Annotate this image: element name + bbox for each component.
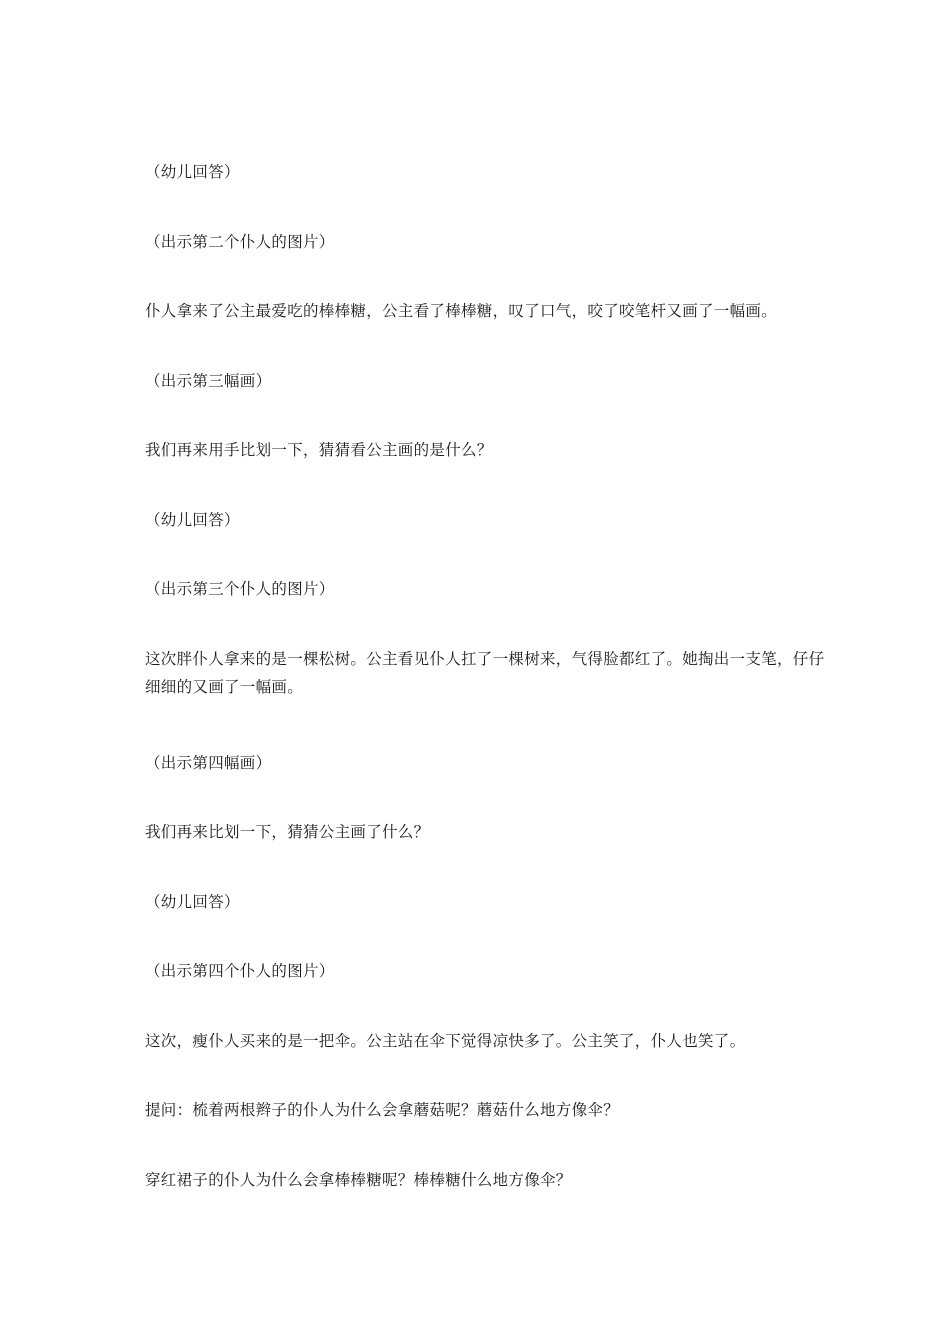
paragraph-child-answer-2: （幼儿回答） bbox=[145, 511, 240, 529]
paragraph-show-fourth-drawing: （出示第四幅画） bbox=[145, 754, 272, 772]
paragraph-show-third-servant: （出示第三个仆人的图片） bbox=[145, 580, 335, 598]
paragraph-question-lollipop: 穿红裙子的仆人为什么会拿棒棒糖呢？棒棒糖什么地方像伞？ bbox=[145, 1171, 572, 1189]
paragraph-umbrella-story: 这次，瘦仆人买来的是一把伞。公主站在伞下觉得凉快多了。公主笑了，仆人也笑了。 bbox=[145, 1032, 746, 1050]
paragraph-child-answer-3: （幼儿回答） bbox=[145, 893, 240, 911]
paragraph-gesture-guess-1: 我们再来用手比划一下，猜猜看公主画的是什么？ bbox=[145, 441, 493, 459]
paragraph-show-third-drawing: （出示第三幅画） bbox=[145, 372, 272, 390]
paragraph-show-fourth-servant: （出示第四个仆人的图片） bbox=[145, 962, 335, 980]
paragraph-gesture-guess-2: 我们再来比划一下，猜猜公主画了什么？ bbox=[145, 823, 430, 841]
paragraph-child-answer-1: （幼儿回答） bbox=[145, 163, 240, 181]
paragraph-lollipop-story: 仆人拿来了公主最爱吃的棒棒糖，公主看了棒棒糖，叹了口气，咬了咬笔杆又画了一幅画。 bbox=[145, 302, 778, 320]
paragraph-pine-tree-story: 这次胖仆人拿来的是一棵松树。公主看见仆人扛了一棵树来，气得脸都红了。她掏出一支笔，仔仔细细的又画了一幅画。 bbox=[145, 650, 825, 696]
paragraph-show-second-servant: （出示第二个仆人的图片） bbox=[145, 233, 335, 251]
paragraph-question-mushroom: 提问：梳着两根辫子的仆人为什么会拿蘑菇呢？蘑菇什么地方像伞？ bbox=[145, 1101, 620, 1119]
